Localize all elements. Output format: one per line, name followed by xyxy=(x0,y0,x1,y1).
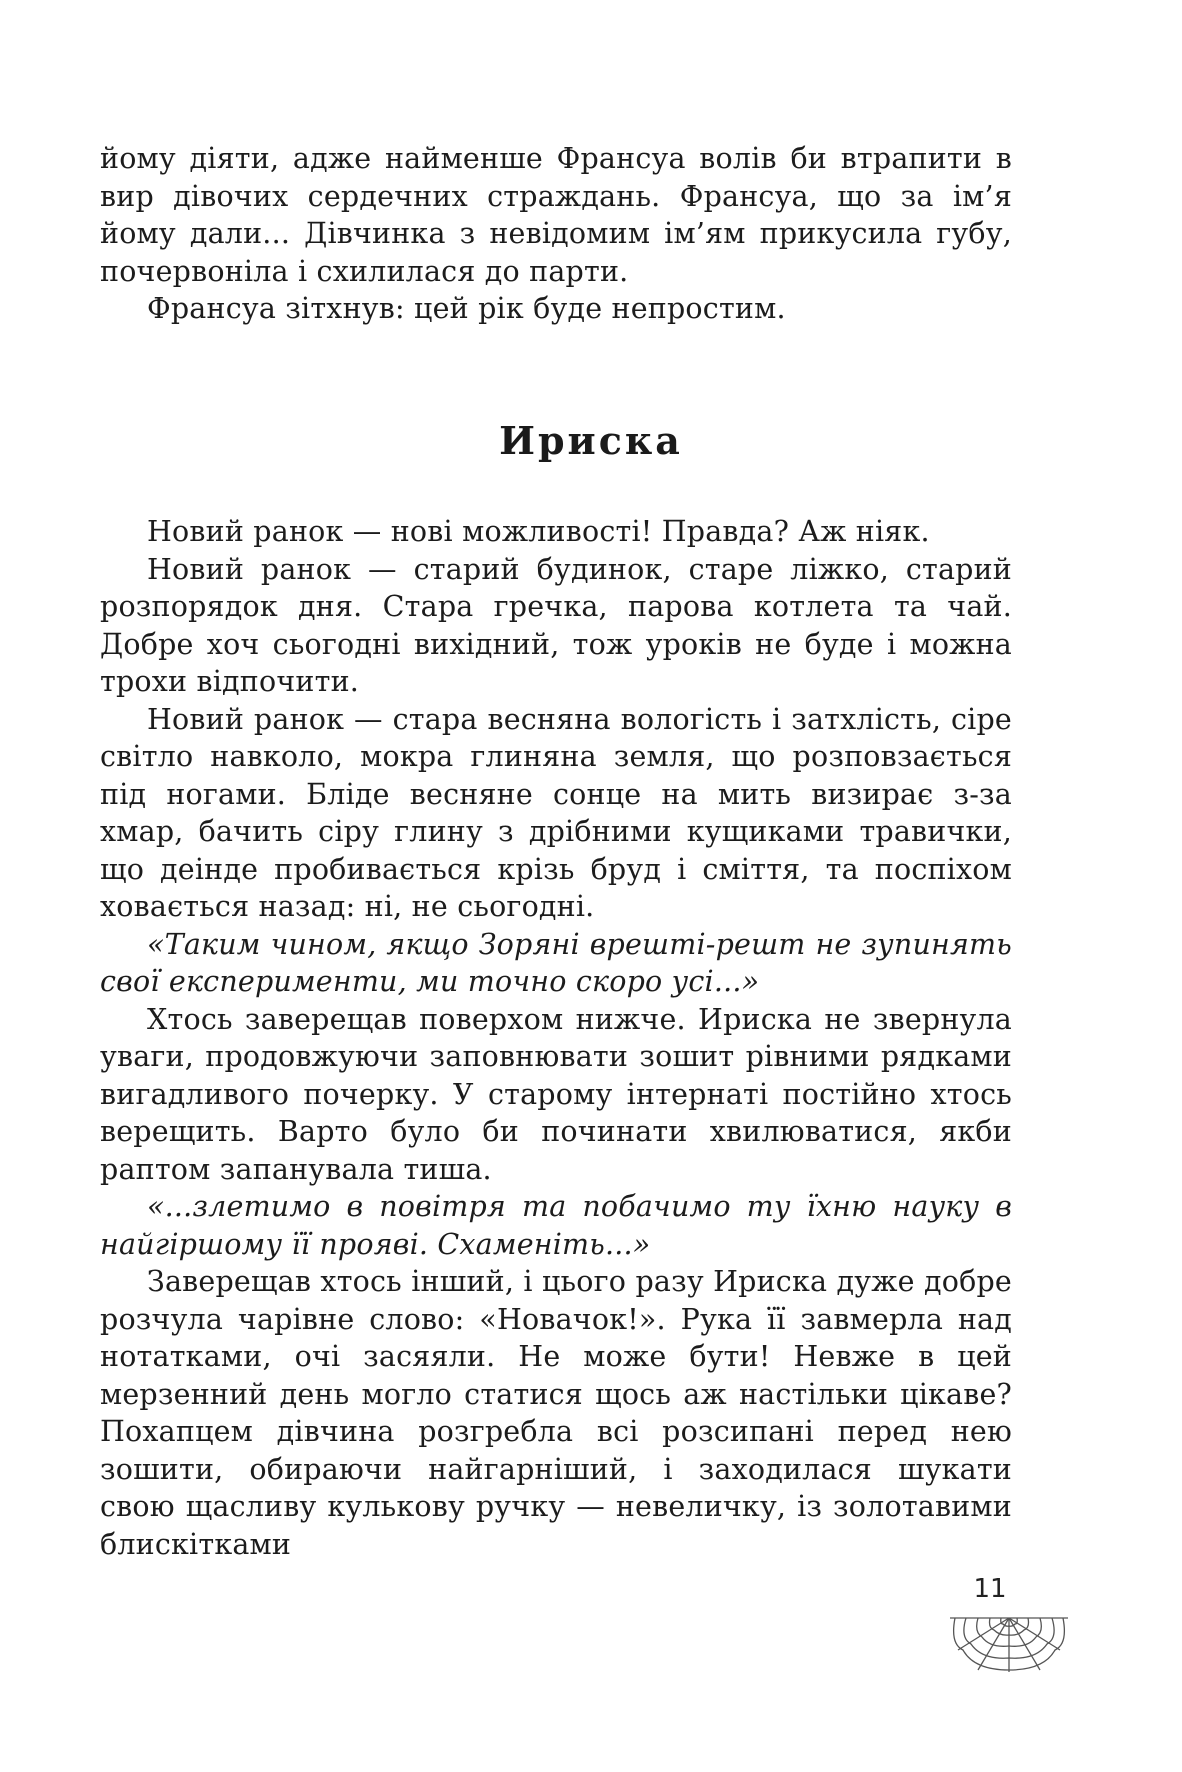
spiderweb-icon xyxy=(950,1616,1068,1672)
paragraph: Хтось заверещав поверхом нижче. Ириска не звернула уваги, продовжуючи заповнювати зошит рівними рядками вигадливого почерку. У старому інтернаті постійно хтось верещить. Варто було би починати хвилюватися, якби раптом запанувала тиша. xyxy=(100,1002,1012,1186)
top-text-block xyxy=(100,140,1012,328)
paragraph: Новий ранок — нові можливості! Правда? Аж ніяк. xyxy=(147,515,930,548)
paragraph: Новий ранок — стара весняна вологість і затхлість, сіре світло навколо, мокра глиняна земля, що розповзається під ногами. Бліде весняне сонце на мить визирає з-за хмар, бачить сіру глину з дрібними кущиками травички, що деінде пробивається крізь бруд і сміття, та поспіхом ховається назад: ні, не сьогодні. xyxy=(100,702,1012,923)
italic-quote: «...злетимо в повітря та побачимо ту їхню науку в найгіршому її прояві. Схаменіть...» xyxy=(100,1190,1012,1261)
chapter-text-block xyxy=(100,513,1012,1563)
paragraph: Новий ранок — старий будинок, старе ліжко, старий розпорядок дня. Стара гречка, парова котлета та чай. Добре хоч сьогодні вихідний, тож уроків не буде і можна трохи відпочити. xyxy=(100,552,1012,698)
paragraph: йому діяти, адже найменше Франсуа волів би втрапити в вир дівочих сердечних страждань. Франсуа, що за ім’я йому дали... Дівчинка з невідомим ім’ям прикусила губу, почервоніла і схилилася до парти. xyxy=(100,142,1012,288)
italic-quote: «Таким чином, якщо Зоряні врешті-решт не зупинять свої експерименти, ми точно скоро усі...» xyxy=(100,927,1012,998)
paragraph: Франсуа зітхнув: цей рік буде непростим. xyxy=(147,292,786,325)
paragraph: Заверещав хтось інший, і цього разу Ириска дуже добре розчула чарівне слово: «Новачок!». Рука її завмерла над нотатками, очі засяяли. Не може бути! Невже в цей мерзенний день могло статися щось аж настільки цікаве? Похапцем дівчина розгребла всі розсипані перед нею зошити, обираючи найгарніший, і заходилася шукати свою щасливу кулькову ручку — невеличку, із золотавими блискітками xyxy=(100,1265,1012,1561)
chapter-title: Ириска xyxy=(499,418,683,463)
page-number: 11 xyxy=(973,1574,1007,1604)
